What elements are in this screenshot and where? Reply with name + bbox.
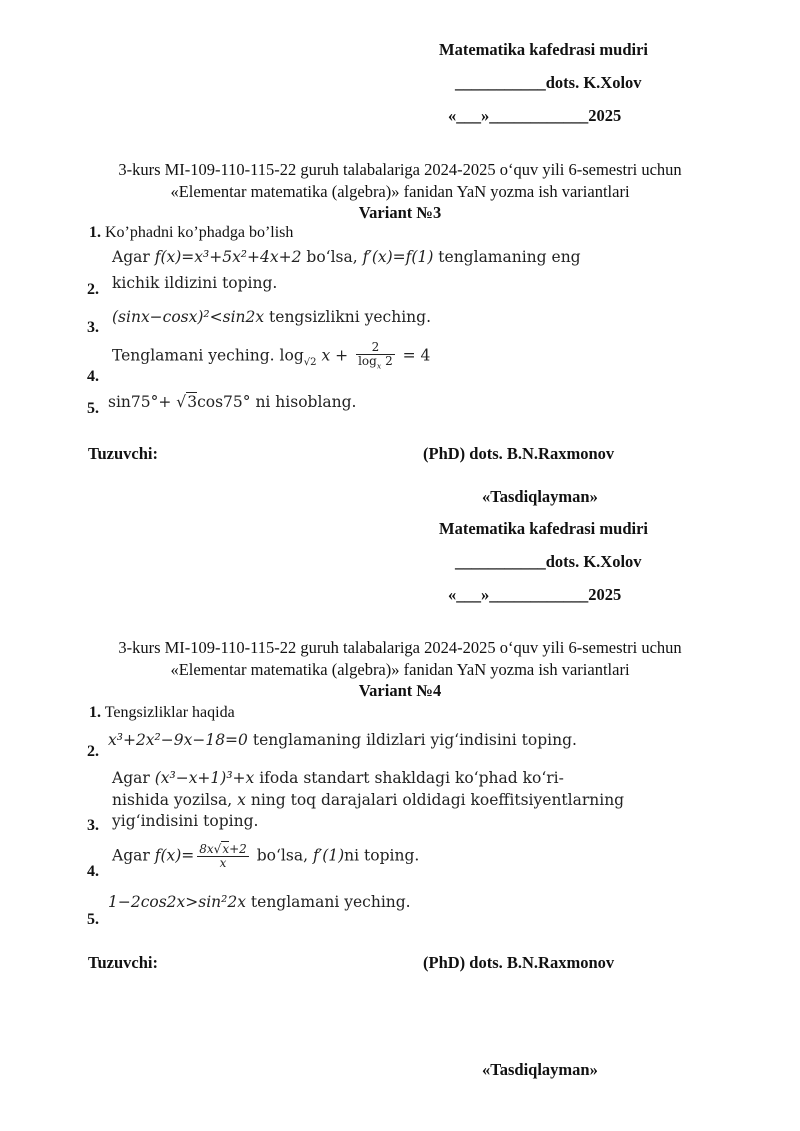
question-2 bbox=[108, 731, 577, 749]
text: ni hisoblang. bbox=[250, 393, 357, 411]
function-expression: f(x)=x³+5x²+4x+2 bbox=[154, 248, 302, 266]
denominator bbox=[356, 355, 395, 372]
question-number: 1. bbox=[89, 704, 101, 721]
function-expression: f(x)= bbox=[154, 846, 195, 865]
right-hand-side: = 4 bbox=[397, 346, 431, 365]
text: Tenglamani yeching. bbox=[112, 346, 280, 365]
intro-line-2: «Elementar matematika (algebra)» fanidan YaN yozma ish variantlari bbox=[170, 660, 630, 679]
sqrt-radicand: x bbox=[222, 842, 230, 856]
head-signature-line: ___________dots. K.Xolov bbox=[455, 73, 642, 92]
text: Agar bbox=[112, 248, 155, 266]
log-argument: 2 bbox=[381, 354, 393, 368]
question-5-number: 5. bbox=[87, 400, 99, 417]
fraction bbox=[356, 341, 395, 372]
question-text: Ko’phadni ko’phadga bo’lish bbox=[105, 224, 294, 241]
sqrt-radicand: 3 bbox=[187, 393, 198, 411]
numerator: 8x√x+2 bbox=[199, 842, 247, 856]
question-2-number: 2. bbox=[87, 281, 99, 298]
question-2-line-1 bbox=[112, 248, 581, 266]
text: bo‘lsa, bbox=[301, 248, 363, 266]
variable: x + bbox=[316, 346, 354, 365]
equation: f′(x)=f(1) bbox=[362, 248, 434, 266]
expression: sin75°+ bbox=[108, 393, 177, 411]
text: tenglamaning ildizlari yig‘indisini toping. bbox=[247, 731, 577, 749]
question-1 bbox=[89, 224, 293, 242]
log-symbol: log bbox=[279, 346, 304, 365]
approve-heading: «Tasdiqlayman» bbox=[482, 1060, 598, 1079]
department-head-title: Matematika kafedrasi mudiri bbox=[439, 519, 648, 538]
variable: x bbox=[237, 791, 246, 809]
question-3-number: 3. bbox=[87, 817, 99, 834]
term: +2 bbox=[229, 842, 247, 856]
question-3 bbox=[112, 308, 431, 326]
text: tengsizlikni yeching. bbox=[264, 308, 431, 326]
question-5 bbox=[108, 893, 411, 911]
inequality-expression: 1−2cos2x>sin²2x bbox=[108, 893, 246, 911]
variant-title: Variant №4 bbox=[358, 681, 442, 700]
composer-name: (PhD) dots. B.N.Raxmonov bbox=[423, 953, 615, 972]
term: 8x bbox=[199, 842, 214, 856]
derivative-expression: f′(1) bbox=[312, 846, 345, 865]
question-4 bbox=[112, 341, 430, 372]
composer-name: (PhD) dots. B.N.Raxmonov bbox=[423, 444, 615, 463]
question-4-number: 4. bbox=[87, 368, 99, 385]
approval-date-line: «___»____________2025 bbox=[448, 585, 622, 604]
composer-label: Tuzuvchi: bbox=[88, 953, 158, 972]
approval-date-line: «___»____________2025 bbox=[448, 106, 622, 125]
numerator: 2 bbox=[356, 341, 395, 355]
text: Agar bbox=[112, 846, 155, 865]
fraction bbox=[197, 843, 249, 870]
question-4-number: 4. bbox=[87, 863, 99, 880]
question-1 bbox=[89, 704, 235, 722]
text: ni toping. bbox=[344, 846, 420, 865]
question-3-line-1 bbox=[112, 769, 564, 787]
variant-title: Variant №3 bbox=[358, 203, 442, 222]
expression: cos75° bbox=[197, 393, 251, 411]
text: tenglamaning eng bbox=[433, 248, 581, 266]
log-base: √2 bbox=[303, 356, 317, 368]
question-3-number: 3. bbox=[87, 319, 99, 336]
intro-line-1: 3-kurs MI-109-110-115-22 guruh talabalariga 2024-2025 o‘quv yili 6-semestri uchun bbox=[118, 160, 682, 179]
question-5: sin75°+ √3cos75° ni hisoblang. bbox=[108, 393, 357, 411]
question-5-number: 5. bbox=[87, 911, 99, 928]
question-text: Tengsizliklar haqida bbox=[104, 704, 235, 721]
expression: (x³−x+1)³+x bbox=[154, 769, 255, 787]
text: ning toq darajalari oldidagi koeffitsiyentlarning bbox=[245, 791, 625, 809]
equation: x³+2x²−9x−18=0 bbox=[108, 731, 248, 749]
question-3-line-3: yig‘indisini toping. bbox=[112, 812, 259, 830]
denominator: x bbox=[219, 856, 227, 870]
log-base: x bbox=[376, 361, 382, 371]
text: nishida yozilsa, bbox=[112, 791, 238, 809]
question-3-line-2 bbox=[112, 791, 624, 809]
text: tenglamani yeching. bbox=[245, 893, 411, 911]
question-2-line-2: kichik ildizini toping. bbox=[112, 274, 278, 292]
text: ifoda standart shakldagi ko‘phad ko‘ri- bbox=[254, 769, 564, 787]
inequality-expression: (sinx−cosx)²<sin2x bbox=[112, 308, 265, 326]
question-4 bbox=[112, 843, 419, 870]
text: Agar bbox=[112, 769, 155, 787]
question-2-number: 2. bbox=[87, 743, 99, 760]
question-number: 1. bbox=[89, 224, 101, 241]
head-signature-line: ___________dots. K.Xolov bbox=[455, 552, 642, 571]
intro-line-2: «Elementar matematika (algebra)» fanidan YaN yozma ish variantlari bbox=[170, 182, 630, 201]
approve-heading: «Tasdiqlayman» bbox=[482, 487, 598, 506]
intro-line-1: 3-kurs MI-109-110-115-22 guruh talabalariga 2024-2025 o‘quv yili 6-semestri uchun bbox=[118, 638, 682, 657]
department-head-title: Matematika kafedrasi mudiri bbox=[439, 40, 648, 59]
text: bo‘lsa, bbox=[251, 846, 313, 865]
log-symbol: log bbox=[358, 354, 377, 368]
composer-label: Tuzuvchi: bbox=[88, 444, 158, 463]
